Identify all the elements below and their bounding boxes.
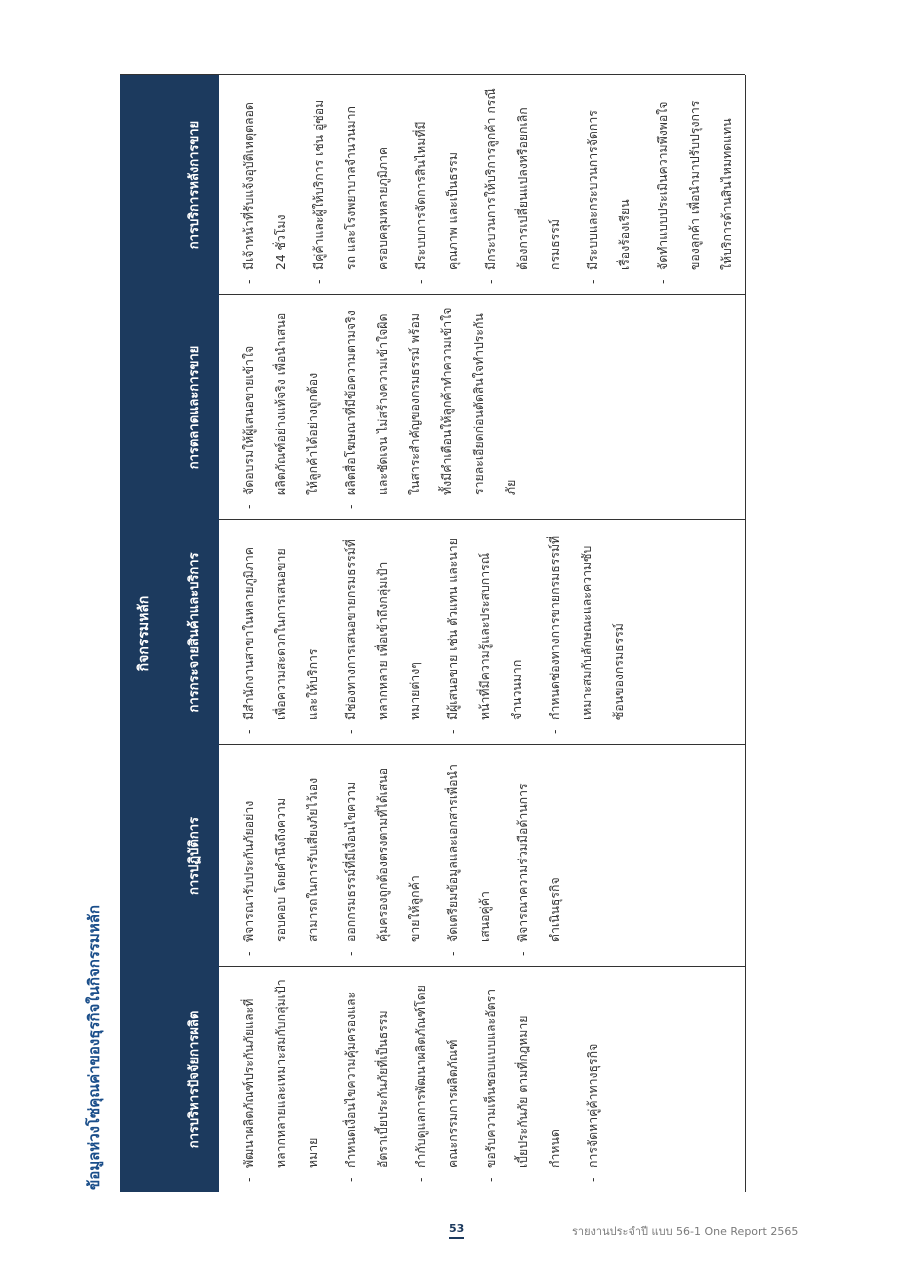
list-item: - มีสำนักงานสาขาในหลายภูมิภาคเพื่อความสะดวกในการเสนอขายและให้บริการ: [233, 532, 329, 734]
list-item: - พิจารณาความร่วมมือด้านการดำเนินธุรกิจ: [507, 757, 571, 956]
list-item: - มีเจ้าหน้าที่รับแจ้งอุบัติเหตุตลอด 24 ชั่วโมง: [233, 87, 297, 284]
list-item: - ขอรับความเห็นชอบแบบและอัตราเบี้ยประกันภัย ตามที่กฎหมายกำหนด: [475, 979, 571, 1182]
list-item: - จัดอบรมให้ผู้เสนอขายเข้าใจผลิตภัณฑ์อย่างแท้จริง เพื่อนำเสนอให้ลูกค้าได้อย่างถูกต้อง: [233, 307, 329, 509]
list-item: - มีคู่ค้าและผู้ให้บริการ เช่น อู่ซ่อมรถ และโรงพยาบาลจำนวนมาก ครอบคลุมหลายภูมิภาค: [303, 87, 399, 284]
list-item: - มีระบบและกระบวนการจัดการเรื่องร้องเรียน: [577, 87, 641, 284]
list-item: - มีกระบวนการให้บริการลูกค้า กรณีต้องการเปลี่ยนแปลงหรือยกเลิกกรมธรรม์: [475, 87, 571, 284]
table-bottom-rule: [120, 74, 745, 75]
column-header-inputs: การบริหารปัจจัยการผลิต: [168, 967, 219, 1192]
column-header-distribution: การกระจายสินค้าและบริการ: [168, 520, 219, 745]
column-inputs: [219, 967, 745, 1192]
column-header-after-sales: การบริการหลังการขาย: [168, 75, 219, 295]
list-item: - พัฒนาผลิตภัณฑ์ประกันภัยและที่หลากหลายและเหมาะสมกับกลุ่มเป้าหมาย: [233, 979, 329, 1182]
list-item: - พิจารณารับประกันภัยอย่างรอบคอบ โดยคำนึงถึงความสามารถในการรับเสี่ยงภัยไว้เอง: [233, 757, 329, 956]
column-marketing: [219, 295, 745, 520]
page-number: 53: [449, 1222, 464, 1239]
list-item: - มีผู้เสนอขาย เช่น ตัวแทน และนายหน้าที่มีความรู้และประสบการณ์จำนวนมาก: [437, 532, 533, 734]
list-item: - กำหนดเงื่อนไขความคุ้มครองและอัตราเบี้ยประกันภัยที่เป็นธรรม: [335, 979, 399, 1182]
group-header: กิจกรรมหลัก: [120, 75, 168, 1192]
column-after-sales: [219, 75, 745, 295]
table-caption: ข้อมูลห่วงโซ่คุณค่าของธุรกิจในกิจกรรมหลัก: [85, 905, 103, 1190]
list-item: - จัดทำแบบประเมินความพึงพอใจของลูกค้า เพื่อนำมาปรับปรุงการให้บริการด้านสินไหมทดแทน: [647, 87, 743, 284]
list-item: - มีระบบการจัดการสินไหมที่มีคุณภาพ และเป็นธรรม: [405, 87, 469, 284]
list-item: - การจัดหาคู่ค้าทางธุรกิจ: [577, 979, 609, 1182]
column-header-marketing: การตลาดและการขาย: [168, 295, 219, 520]
list-item: - ผลิตสื่อโฆษณาที่มีข้อความตามจริง และชัดเจน ไม่สร้างความเข้าใจผิดในสาระสำคัญของกรมธรรม์ พร้อมทั้งมีคำเตือนให้ลูกค้าทำความเข้าใจรายละเอียดก่อนตัดสินใจทำประกันภัย: [335, 307, 527, 509]
report-title: รายงานประจำปี แบบ 56-1 One Report 2565: [572, 1225, 799, 1238]
list-item: - มีช่องทางการเสนอขายกรมธรรม์ที่หลากหลาย เพื่อเข้าถึงกลุ่มเป้าหมายต่างๆ: [335, 532, 431, 734]
list-item: - จัดเตรียมข้อมูลและเอกสารเพื่อนำเสนอคู่ค้า: [437, 757, 501, 956]
list-item: - กำกับดูแลการพัฒนาผลิตภัณฑ์โดยคณะกรรมการผลิตภัณฑ์: [405, 979, 469, 1182]
value-chain-table: [120, 75, 745, 1192]
column-header-operations: การปฏิบัติการ: [168, 745, 219, 967]
table-right-rule: [745, 75, 746, 1192]
column-operations: [219, 745, 745, 967]
list-item: - ออกกรมธรรม์ที่มีเงื่อนไขความคุ้มครองถูกต้องตรงตามที่ได้เสนอขายให้ลูกค้า: [335, 757, 431, 956]
column-distribution: [219, 520, 745, 745]
list-item: - กำหนดช่องทางการขายกรมธรรม์ที่เหมาะสมกับลักษณะและความซับซ้อนของกรมธรรม์: [539, 532, 635, 734]
